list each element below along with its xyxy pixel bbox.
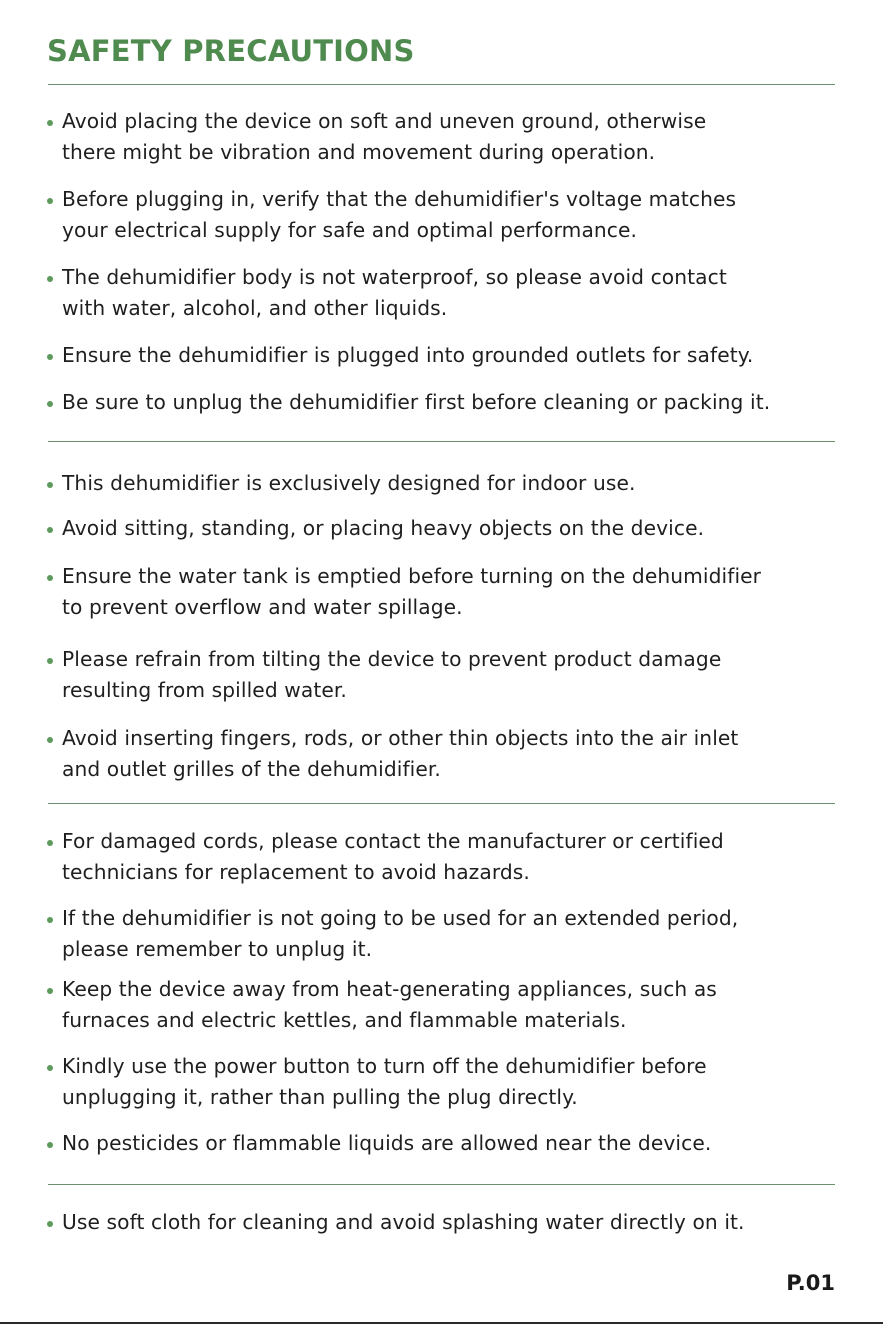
page-title: SAFETY PRECAUTIONS	[47, 34, 415, 68]
list-item: Avoid placing the device on soft and uneven ground, otherwise there might be vibration and movement during operation.	[62, 109, 707, 164]
bullet-icon	[47, 1221, 53, 1227]
list-item: This dehumidifier is exclusively designed for indoor use.	[62, 471, 636, 495]
bullet-icon	[47, 840, 53, 846]
list-item: Be sure to unplug the dehumidifier first before cleaning or packing it.	[62, 390, 771, 414]
divider-top	[48, 84, 835, 85]
list-item: Ensure the water tank is emptied before turning on the dehumidifier to prevent overflow and water spillage.	[62, 564, 762, 619]
bullet-icon	[47, 988, 53, 994]
bullet-icon	[47, 120, 53, 126]
list-item: Keep the device away from heat-generating appliances, such as furnaces and electric kettles, and flammable materials.	[62, 977, 717, 1032]
divider-3	[48, 1184, 835, 1185]
list-item: Use soft cloth for cleaning and avoid splashing water directly on it.	[62, 1210, 745, 1234]
list-item: Kindly use the power button to turn off the dehumidifier before unplugging it, rather than pulling the plug directly.	[62, 1054, 707, 1109]
bullet-icon	[47, 527, 53, 533]
list-item: Please refrain from tilting the device to prevent product damage resulting from spilled water.	[62, 647, 722, 702]
bullet-icon	[47, 354, 53, 360]
list-item: For damaged cords, please contact the manufacturer or certified technicians for replacement to avoid hazards.	[62, 829, 724, 884]
list-item: Ensure the dehumidifier is plugged into grounded outlets for safety.	[62, 343, 754, 367]
bullet-icon	[47, 276, 53, 282]
bullet-icon	[47, 575, 53, 581]
bullet-icon	[47, 401, 53, 407]
bullet-icon	[47, 1065, 53, 1071]
list-item: No pesticides or flammable liquids are allowed near the device.	[62, 1131, 712, 1155]
bullet-icon	[47, 917, 53, 923]
bullet-icon	[47, 658, 53, 664]
bullet-icon	[47, 1142, 53, 1148]
list-item: Before plugging in, verify that the dehumidifier's voltage matches your electrical supply for safe and optimal performance.	[62, 187, 737, 242]
bullet-icon	[47, 737, 53, 743]
divider-1	[48, 441, 835, 442]
list-item: Avoid sitting, standing, or placing heavy objects on the device.	[62, 516, 705, 540]
bullet-icon	[47, 482, 53, 488]
list-item: If the dehumidifier is not going to be used for an extended period, please remember to unplug it.	[62, 906, 739, 961]
list-item: Avoid inserting fingers, rods, or other thin objects into the air inlet and outlet grilles of the dehumidifier.	[62, 726, 739, 781]
list-item: The dehumidifier body is not waterproof, so please avoid contact with water, alcohol, and other liquids.	[62, 265, 727, 320]
bullet-icon	[47, 198, 53, 204]
page-number: P.01	[786, 1271, 835, 1295]
divider-2	[48, 803, 835, 804]
